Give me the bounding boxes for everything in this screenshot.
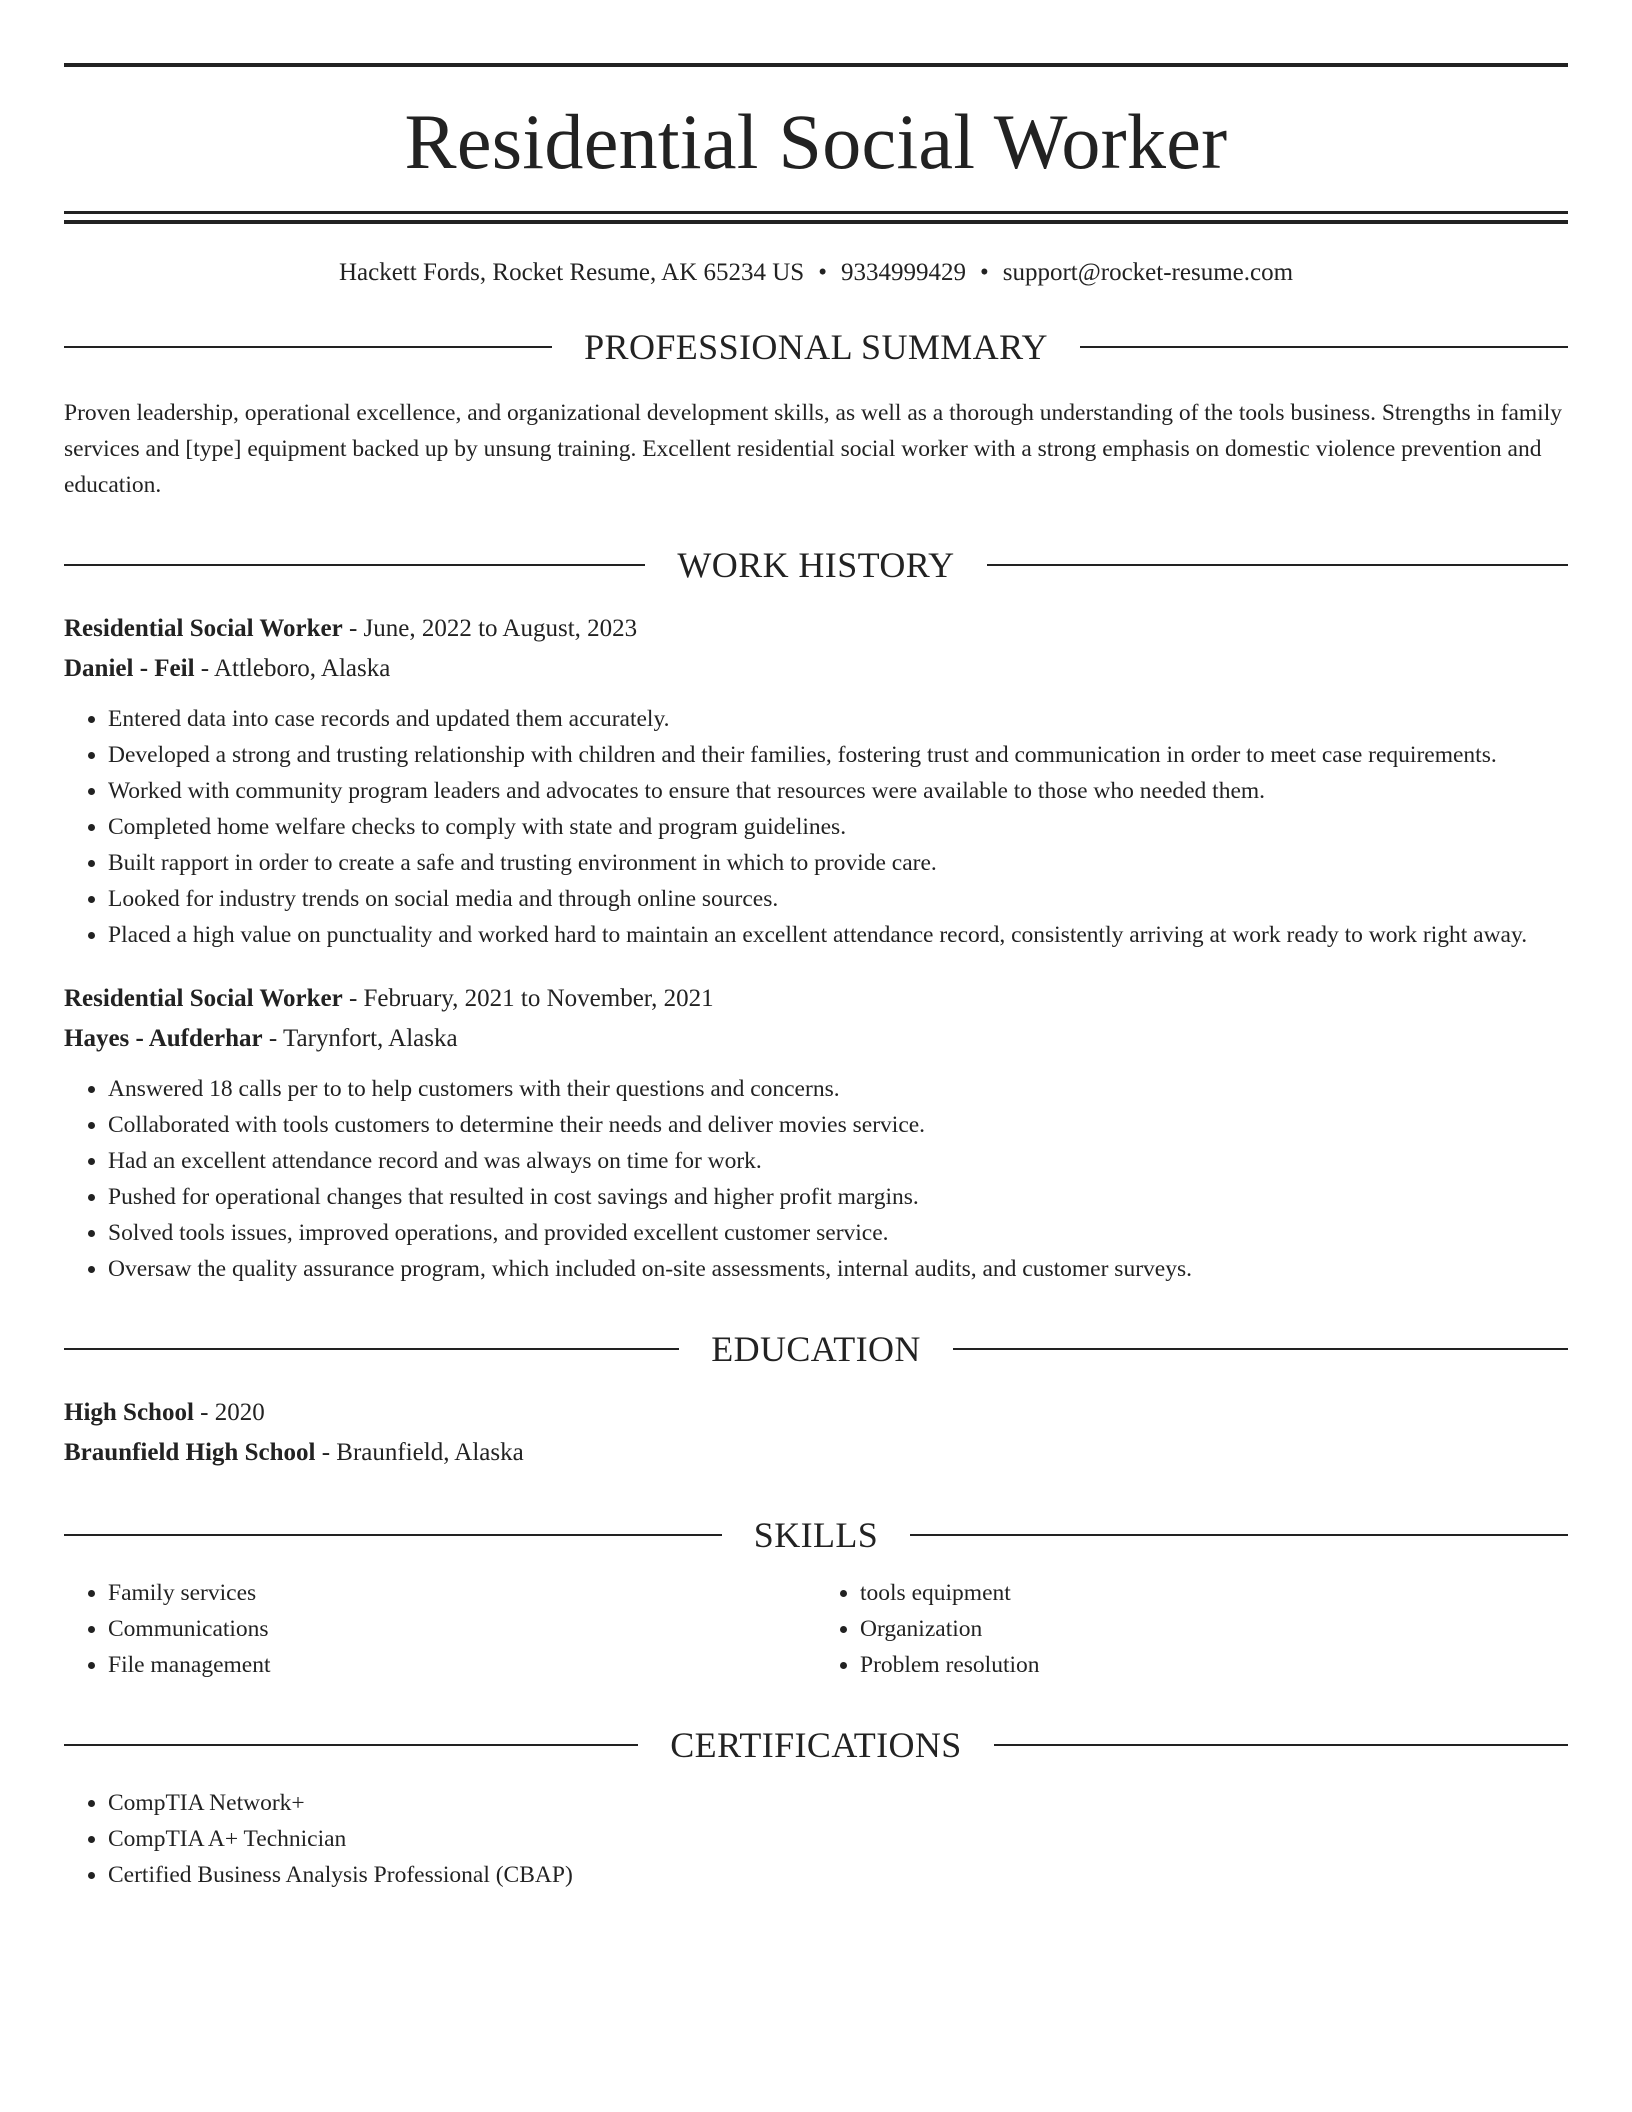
section-title: CERTIFICATIONS <box>670 1725 962 1765</box>
header-rule-line-1 <box>64 211 1568 214</box>
contact-email: support@rocket-resume.com <box>1002 259 1294 286</box>
education-degree-line <box>64 1393 1568 1433</box>
list-item: • Solved tools issues, improved operations, and provided excellent customer service. <box>108 1215 1568 1251</box>
section-heading-education <box>64 1331 1568 1367</box>
list-item: • Worked with community program leaders and advocates to ensure that resources were available to those who needed them. <box>108 773 1568 809</box>
section-title: EDUCATION <box>711 1329 921 1369</box>
job-company: Hayes - Aufderhar <box>64 1025 263 1052</box>
heading-rule-left <box>64 1744 638 1746</box>
heading-rule-right <box>987 564 1568 566</box>
list-item: • Answered 18 calls per to to help customers with their questions and concerns. <box>108 1071 1568 1107</box>
resume-name: Residential Social Worker <box>404 98 1228 185</box>
heading-rule-left <box>64 1348 679 1350</box>
top-rule <box>64 63 1568 67</box>
job-company: Daniel - Feil <box>64 655 195 682</box>
heading-rule-left <box>64 346 552 348</box>
skill-item: • Family services <box>108 1575 816 1611</box>
job-company-line <box>64 649 1568 689</box>
list-item: • Completed home welfare checks to comply with state and program guidelines. <box>108 809 1568 845</box>
education-year: - 2020 <box>193 1399 265 1426</box>
contact-line <box>64 260 1568 285</box>
job-location: - Attleboro, Alaska <box>194 655 391 682</box>
skills-column-left <box>64 1575 816 1683</box>
heading-rule-left <box>64 1534 722 1536</box>
list-item: • Had an excellent attendance record and was always on time for work. <box>108 1143 1568 1179</box>
skills-grid <box>64 1575 1568 1683</box>
header-double-rule <box>64 211 1568 224</box>
job-company-line <box>64 1019 1568 1059</box>
job-bullets <box>64 1071 1568 1287</box>
list-item: • Entered data into case records and updated them accurately. <box>108 701 1568 737</box>
skills-list-right <box>816 1575 1568 1683</box>
skill-item: • Problem resolution <box>860 1647 1568 1683</box>
section-title: PROFESSIONAL SUMMARY <box>584 327 1048 367</box>
summary-text: Proven leadership, operational excellence, and organizational development skills, as well as a thorough understanding of the tools business. Strengths in family services and [type] equipment backed up by unsung training. Excellent residential social worker with a strong emphasis on domestic violence prevention and education. <box>64 400 1562 498</box>
section-heading-certifications <box>64 1727 1568 1763</box>
section-heading-summary <box>64 329 1568 365</box>
heading-rule-right <box>953 1348 1568 1350</box>
skill-item: • tools equipment <box>860 1575 1568 1611</box>
contact-separator: • <box>979 259 989 286</box>
list-item: • Built rapport in order to create a safe and trusting environment in which to provide care. <box>108 845 1568 881</box>
job-entry <box>64 609 1568 953</box>
contact-separator: • <box>818 259 827 286</box>
heading-rule-right <box>994 1744 1568 1746</box>
skills-column-right <box>816 1575 1568 1683</box>
job-entry <box>64 979 1568 1287</box>
certification-item: • CompTIA A+ Technician <box>108 1821 1568 1857</box>
contact-phone: 9334999429 <box>840 259 966 286</box>
section-heading-work-history <box>64 547 1568 583</box>
certification-item: • CompTIA Network+ <box>108 1785 1568 1821</box>
section-heading-skills <box>64 1517 1568 1553</box>
heading-rule-left <box>64 564 645 566</box>
list-item: • Pushed for operational changes that resulted in cost savings and higher profit margins. <box>108 1179 1568 1215</box>
job-title-line <box>64 979 1568 1019</box>
heading-rule-right <box>910 1534 1568 1536</box>
skill-item: • Organization <box>860 1611 1568 1647</box>
section-title: WORK HISTORY <box>677 545 955 585</box>
job-bullets <box>64 701 1568 953</box>
education-school: Braunfield High School <box>64 1439 316 1466</box>
job-title: Residential Social Worker <box>64 615 343 642</box>
header-rule-line-2 <box>64 220 1568 224</box>
certifications-section <box>64 1785 1568 1893</box>
job-location: - Tarynfort, Alaska <box>262 1025 458 1052</box>
skills-list-left <box>64 1575 816 1683</box>
job-dates: - June, 2022 to August, 2023 <box>342 615 638 642</box>
heading-rule-right <box>1080 346 1568 348</box>
list-item: • Placed a high value on punctuality and worked hard to maintain an excellent attendance record, consistently arriving at work ready to work right away. <box>108 917 1568 953</box>
skill-item: • Communications <box>108 1611 816 1647</box>
job-dates: - February, 2021 to November, 2021 <box>342 985 714 1012</box>
list-item: • Collaborated with tools customers to determine their needs and deliver movies service. <box>108 1107 1568 1143</box>
education-school-line <box>64 1433 1568 1473</box>
certification-item: • Certified Business Analysis Professional (CBAP) <box>108 1857 1568 1893</box>
skill-item: • File management <box>108 1647 816 1683</box>
section-title: SKILLS <box>753 1515 879 1555</box>
education-location: - Braunfield, Alaska <box>315 1439 524 1466</box>
list-item: • Looked for industry trends on social media and through online sources. <box>108 881 1568 917</box>
certifications-list <box>64 1785 1568 1893</box>
list-item: • Developed a strong and trusting relationship with children and their families, fostering trust and communication in order to meet case requirements. <box>108 737 1568 773</box>
education-degree: High School <box>64 1399 194 1426</box>
education-entry <box>64 1393 1568 1473</box>
work-history-list <box>64 609 1568 1287</box>
job-title: Residential Social Worker <box>64 985 343 1012</box>
job-title-line <box>64 609 1568 649</box>
list-item: • Oversaw the quality assurance program, which included on-site assessments, internal audits, and customer surveys. <box>108 1251 1568 1287</box>
contact-address: Hackett Fords, Rocket Resume, AK 65234 US <box>338 259 805 286</box>
